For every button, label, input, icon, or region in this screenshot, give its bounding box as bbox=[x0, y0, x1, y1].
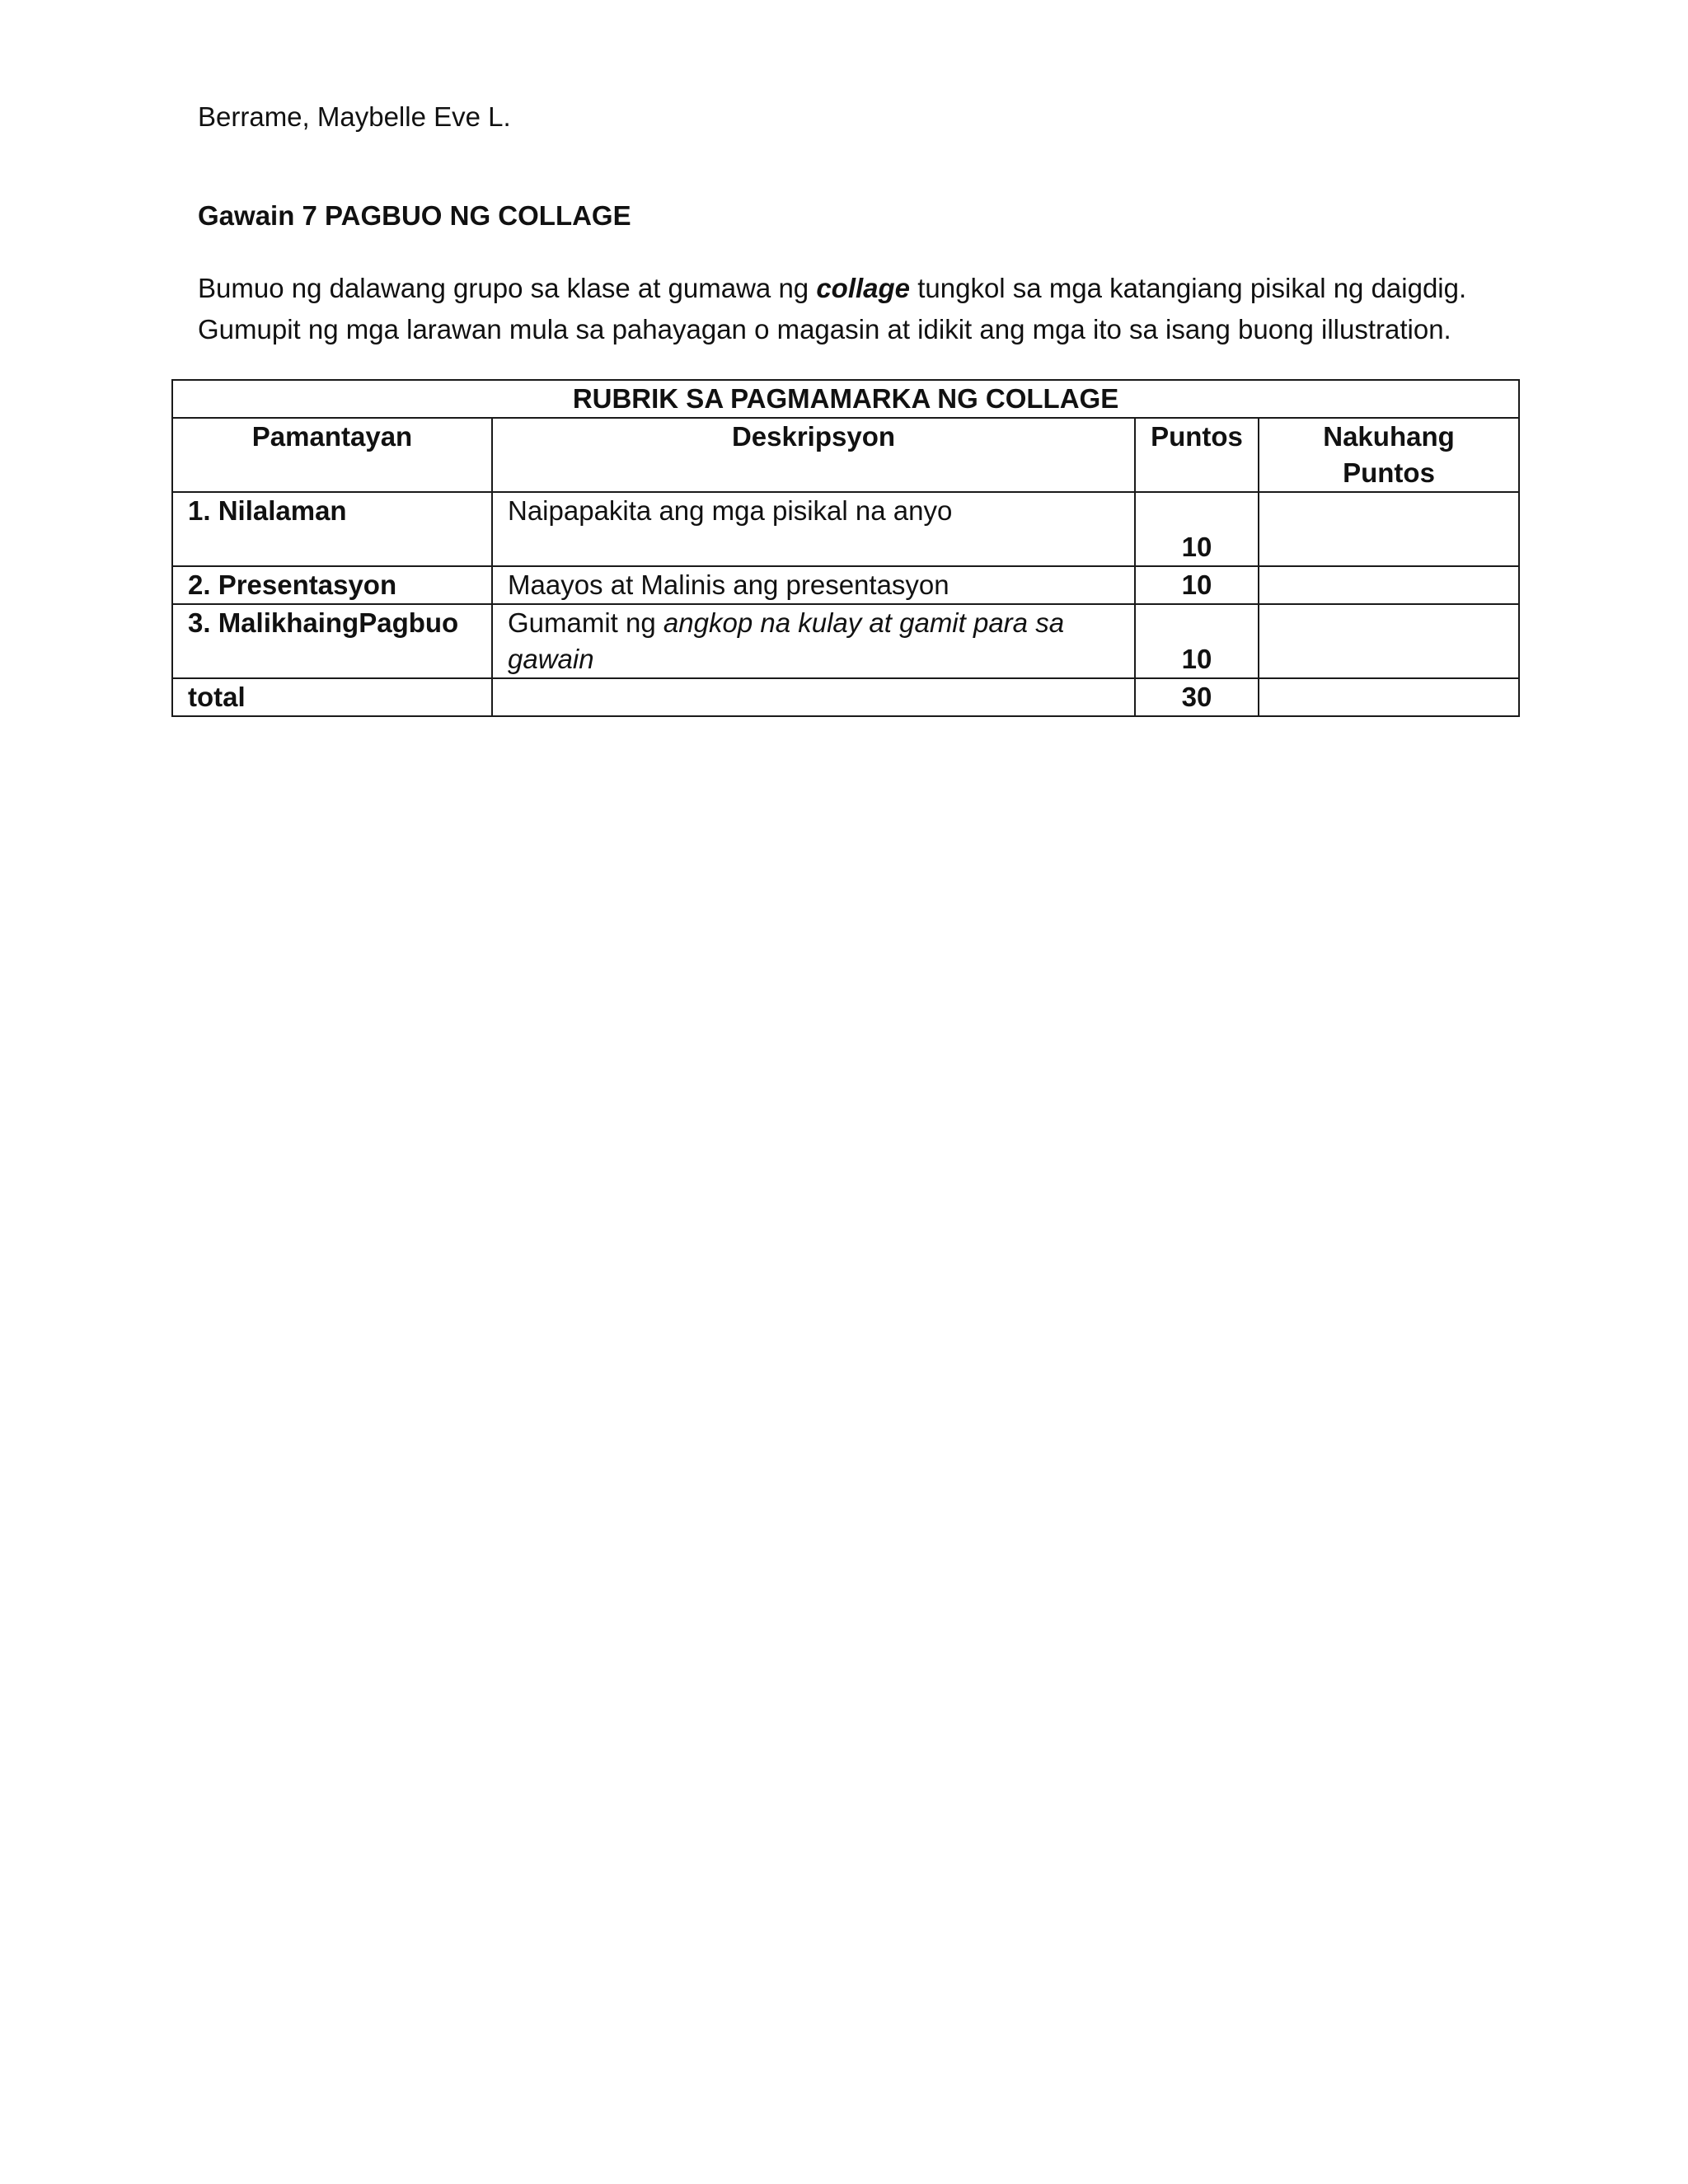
header-pamantayan: Pamantayan bbox=[172, 418, 492, 492]
description-text: Maayos at Malinis ang presentasyon bbox=[508, 569, 950, 600]
criterion-cell: 1. Nilalaman bbox=[172, 492, 492, 566]
instructions bbox=[198, 268, 1533, 350]
table-row bbox=[172, 566, 1519, 604]
instruction-line-1-start: Bumuo ng dalawang grupo sa klase at gumawa ng bbox=[198, 273, 817, 303]
header-puntos: Puntos bbox=[1135, 418, 1259, 492]
header-deskripsyon: Deskripsyon bbox=[492, 418, 1135, 492]
table-row bbox=[172, 604, 1519, 678]
earned-points-cell bbox=[1259, 566, 1519, 604]
description-italic-text: angkop na kulay at gamit para sa gawain bbox=[508, 607, 1065, 674]
total-points-cell: 30 bbox=[1135, 678, 1259, 716]
description-cell bbox=[492, 604, 1135, 678]
description-cell bbox=[492, 566, 1135, 604]
rubric-title: RUBRIK SA PAGMAMARKA NG COLLAGE bbox=[172, 380, 1519, 418]
instruction-emphasis: collage bbox=[816, 273, 911, 303]
table-row bbox=[172, 492, 1519, 566]
total-description-cell bbox=[492, 678, 1135, 716]
instruction-line-1-end: tungkol sa mga katangiang pisikal ng daigdig. bbox=[910, 273, 1467, 303]
criterion-cell: 2. Presentasyon bbox=[172, 566, 492, 604]
total-row bbox=[172, 678, 1519, 716]
description-text: Naipapakita ang mga pisikal na anyo bbox=[508, 495, 953, 526]
activity-title: Gawain 7 PAGBUO NG COLLAGE bbox=[198, 200, 631, 231]
total-label: total bbox=[172, 678, 492, 716]
rubric-table bbox=[171, 379, 1520, 717]
header-nakuhang-puntos: Nakuhang Puntos bbox=[1259, 418, 1519, 492]
description-text: Gumamit ng bbox=[508, 607, 663, 638]
author-name: Berrame, Maybelle Eve L. bbox=[198, 101, 511, 132]
points-cell: 10 bbox=[1135, 492, 1259, 566]
instruction-line-1 bbox=[198, 268, 1533, 309]
instruction-line-2: Gumupit ng mga larawan mula sa pahayagan o magasin at idikit ang mga ito sa isang buong illustration. bbox=[198, 314, 1451, 344]
total-earned-cell bbox=[1259, 678, 1519, 716]
criterion-cell: 3. MalikhaingPagbuo bbox=[172, 604, 492, 678]
description-cell bbox=[492, 492, 1135, 566]
points-cell: 10 bbox=[1135, 604, 1259, 678]
rubric-title-row bbox=[172, 380, 1519, 418]
earned-points-cell bbox=[1259, 604, 1519, 678]
rubric-header-row bbox=[172, 418, 1519, 492]
earned-points-cell bbox=[1259, 492, 1519, 566]
points-cell: 10 bbox=[1135, 566, 1259, 604]
